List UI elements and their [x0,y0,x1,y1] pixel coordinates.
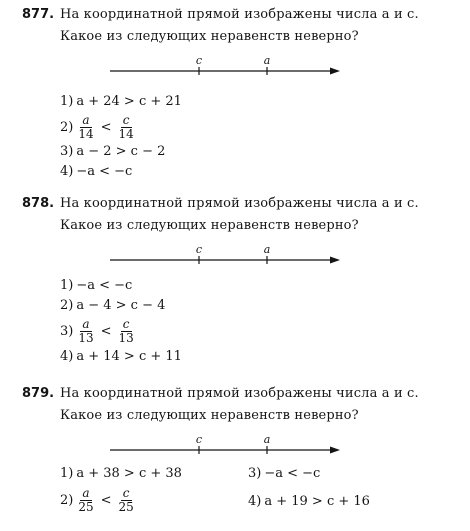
axis-arrow-icon [330,447,340,454]
problem-number: 878. [22,196,55,211]
number-line [110,243,340,276]
option-1: 1) a + 24 > c + 21 [60,94,182,109]
option-4: 4) a + 19 > c + 16 [248,494,370,509]
number-line-svg [110,433,340,466]
option-4: 4) a + 14 > c + 11 [60,349,182,364]
number-line [110,54,340,87]
axis-arrow-icon [330,257,340,264]
label-a: a [263,54,271,67]
label-c: c [195,243,203,256]
label-c: c [195,433,203,446]
question-line-2: Какое из следующих неравенств неверно? [60,408,359,423]
option-2: 2) $\frac{a}{25}$ < $\frac{c}{25}$ [60,486,134,514]
option-3: 3) $\frac{a}{13}$ < $\frac{c}{13}$ [60,317,134,345]
option-3: 3) −a < −c [248,466,321,481]
label-a: a [263,243,271,256]
question-line-2: Какое из следующих неравенств неверно? [60,29,359,44]
question-line-1: На координатной прямой изображены числа a и c. [60,196,419,211]
axis-arrow-icon [330,68,340,75]
fraction: $\frac{a}{14}$ [78,113,94,141]
option-2: 2) $\frac{a}{14}$ < $\frac{c}{14}$ [60,113,134,141]
option-2: 2) a − 4 > c − 4 [60,298,166,313]
option-1: 1) a + 38 > c + 38 [60,466,182,481]
number-line [110,433,340,466]
question-line-1: На координатной прямой изображены числа a и c. [60,386,419,401]
number-line-svg [110,243,340,276]
fraction: $\frac{c}{14}$ [118,113,134,141]
question-line-1: На координатной прямой изображены числа a и c. [60,7,419,22]
label-a: a [263,433,271,446]
option-3: 3) a − 2 > c − 2 [60,144,166,159]
fraction: $\frac{a}{25}$ [78,486,94,514]
label-c: c [195,54,203,67]
fraction: $\frac{a}{13}$ [78,317,94,345]
option-4: 4) −a < −c [60,164,133,179]
problem-number: 877. [22,7,55,22]
option-1: 1) −a < −c [60,278,133,293]
fraction: $\frac{c}{13}$ [118,317,134,345]
problem-number: 879. [22,386,55,401]
number-line-svg [110,54,340,87]
question-line-2: Какое из следующих неравенств неверно? [60,218,359,233]
fraction: $\frac{c}{25}$ [118,486,134,514]
